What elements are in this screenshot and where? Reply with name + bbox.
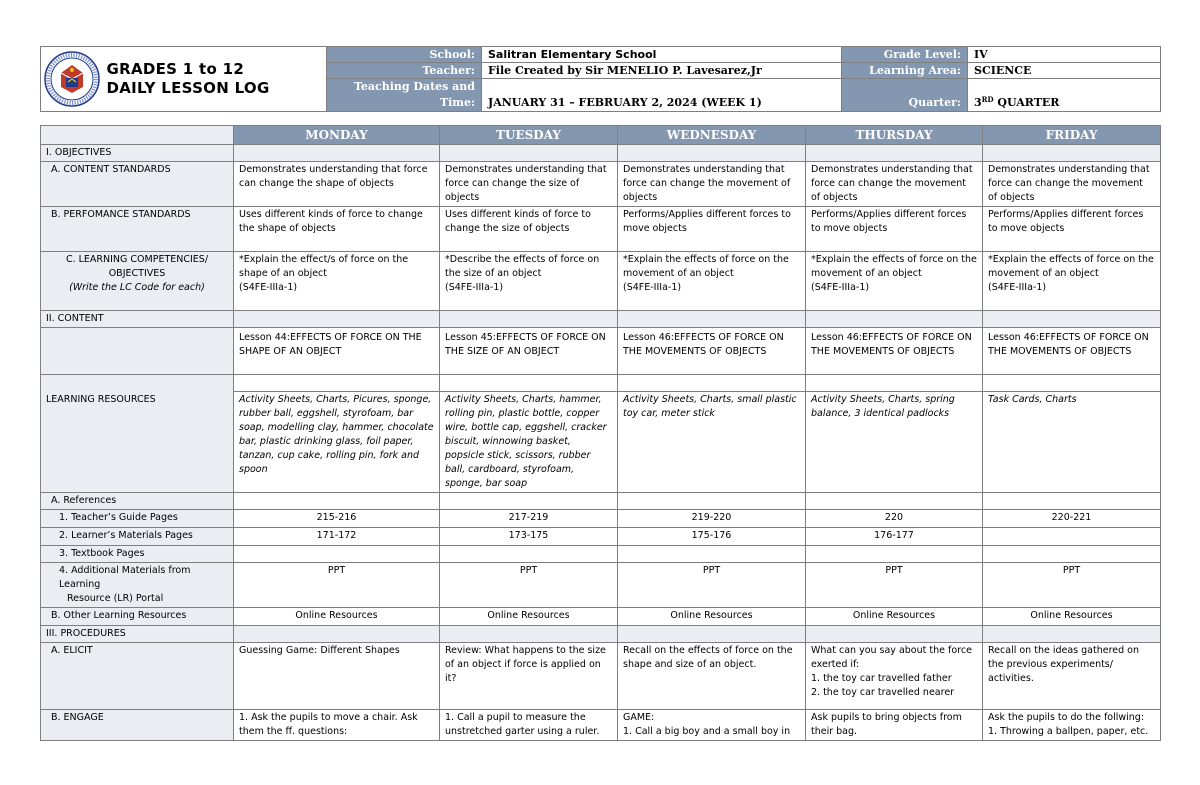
competency-text: *Explain the effects of force on the movement of an object [988,254,1154,279]
additional-monday: PPT [234,563,440,608]
competency-code: (S4FE-IIIa-1) [811,282,870,293]
day-header-friday: FRIDAY [983,126,1161,145]
procedures-heading: III. PROCEDURES [41,626,234,643]
competency-code: (S4FE-IIIa-1) [445,282,504,293]
log-title [103,47,327,112]
elicit-label: A. ELICIT [41,643,234,710]
content-standards-label: A. CONTENT STANDARDS [41,162,234,207]
performance-standards-friday: Performs/Applies different forces to move objects [983,207,1161,252]
lesson-label-blank [41,328,234,375]
lm-pages-tuesday: 173-175 [440,528,618,546]
objectives-heading: I. OBJECTIVES [41,145,234,162]
competency-monday [234,252,440,311]
quarter-text: QUARTER [993,96,1060,109]
content-standards-thursday: Demonstrates understanding that force can change the movement of objects [806,162,983,207]
performance-standards-label: B. PERFOMANCE STANDARDS [41,207,234,252]
engage-wednesday: GAME: 1. Call a big boy and a small boy in [618,710,806,741]
title-grades: GRADES 1 to 12 [106,60,245,78]
lm-pages-friday [983,528,1161,546]
lm-pages-wednesday: 175-176 [618,528,806,546]
header-table [40,46,1161,112]
quarter-suffix: RD [981,95,994,104]
teacher-label: Teacher: [327,63,482,79]
other-resources-monday: Online Resources [234,608,440,626]
competency-code: (S4FE-IIIa-1) [988,282,1047,293]
performance-standards-wednesday: Performs/Applies different forces to move objects [618,207,806,252]
additional-materials-label [41,563,234,608]
elicit-wednesday: Recall on the effects of force on the shape and size of an object. [618,643,806,710]
performance-standards-thursday: Performs/Applies different forces to move objects [806,207,983,252]
elicit-monday: Guessing Game: Different Shapes [234,643,440,710]
lesson-friday: Lesson 46:EFFECTS OF FORCE ON THE MOVEMENTS OF OBJECTS [983,328,1161,375]
competency-tuesday [440,252,618,311]
day-header-monday: MONDAY [234,126,440,145]
tg-pages-label: 1. Teacher’s Guide Pages [41,510,234,528]
quarter-label: Quarter: [842,79,968,112]
lm-pages-thursday: 176-177 [806,528,983,546]
resources-tuesday: Activity Sheets, Charts, hammer, rolling pin, plastic bottle, copper wire, bottle cap, eggshell, cracker biscuit, winnowing basket, popsicle stick, scissors, rubber ball, cardboard, styrofoam, sponge, bar soap [440,392,618,493]
day-header-tuesday: TUESDAY [440,126,618,145]
tg-pages-friday: 220-221 [983,510,1161,528]
additional-tuesday: PPT [440,563,618,608]
lesson-tuesday: Lesson 45:EFFECTS OF FORCE ON THE SIZE OF AN OBJECT [440,328,618,375]
elicit-thursday: What can you say about the force exerted if: 1. the toy car travelled father 2. the toy car travelled nearer [806,643,983,710]
resources-wednesday: Activity Sheets, Charts, small plastic toy car, meter stick [618,392,806,493]
performance-standards-monday: Uses different kinds of force to change the shape of objects [234,207,440,252]
competency-text: *Explain the effects of force on the movement of an object [623,254,789,279]
deped-seal [41,47,103,112]
content-standards-tuesday: Demonstrates understanding that force can change the size of objects [440,162,618,207]
learning-resources-label: LEARNING RESOURCES [41,375,234,493]
elicit-tuesday: Review: What happens to the size of an object if force is applied on it? [440,643,618,710]
competency-code: (S4FE-IIIa-1) [623,282,682,293]
dates-value: JANUARY 31 – FEBRUARY 2, 2024 (WEEK 1) [482,79,842,112]
competency-code: (S4FE-IIIa-1) [239,282,298,293]
dates-label: Teaching Dates and Time: [327,79,482,112]
competency-wednesday [618,252,806,311]
area-value: SCIENCE [968,63,1161,79]
lm-pages-label: 2. Learner’s Materials Pages [41,528,234,546]
school-label: School: [327,47,482,63]
tg-pages-wednesday: 219-220 [618,510,806,528]
competency-friday [983,252,1161,311]
corner-cell [41,126,234,145]
lm-pages-monday: 171-172 [234,528,440,546]
other-resources-wednesday: Online Resources [618,608,806,626]
resources-friday: Task Cards, Charts [983,392,1161,493]
content-standards-monday: Demonstrates understanding that force can change the shape of objects [234,162,440,207]
content-heading: II. CONTENT [41,311,234,328]
tg-pages-thursday: 220 [806,510,983,528]
other-resources-label: B. Other Learning Resources [41,608,234,626]
lesson-monday: Lesson 44:EFFECTS OF FORCE ON THE SHAPE OF AN OBJECT [234,328,440,375]
quarter-number: 3 [974,96,982,109]
additional-friday: PPT [983,563,1161,608]
school-value: Salitran Elementary School [482,47,842,63]
references-label: A. References [41,493,234,510]
additional-wednesday: PPT [618,563,806,608]
competency-text: *Describe the effects of force on the size of an object [445,254,600,279]
grade-label: Grade Level: [842,47,968,63]
tg-pages-tuesday: 217-219 [440,510,618,528]
engage-friday: Ask the pupils to do the follwing: 1. Throwing a ballpen, paper, etc. [983,710,1161,741]
teacher-value: File Created by Sir MENELIO P. Lavesarez,Jr [482,63,842,79]
performance-standards-tuesday: Uses different kinds of force to change the size of objects [440,207,618,252]
lesson-thursday: Lesson 46:EFFECTS OF FORCE ON THE MOVEMENTS OF OBJECTS [806,328,983,375]
content-standards-friday: Demonstrates understanding that force can change the movement of objects [983,162,1161,207]
other-resources-thursday: Online Resources [806,608,983,626]
content-standards-wednesday: Demonstrates understanding that force can change the movement of objects [618,162,806,207]
resources-monday: Activity Sheets, Charts, Picures, sponge, rubber ball, eggshell, styrofoam, bar soap, modelling clay, hammer, chocolate bar, plastic drinking glass, foil paper, tanzan, cup cake, rolling pin, fork and spoon [234,392,440,493]
quarter-value [968,79,1161,112]
day-header-thursday: THURSDAY [806,126,983,145]
competencies-label-line2: OBJECTIVES [108,268,166,279]
engage-tuesday: 1. Call a pupil to measure the unstretched garter using a ruler. [440,710,618,741]
additional-materials-line1: 4. Additional Materials from Learning [59,565,191,590]
lesson-wednesday: Lesson 46:EFFECTS OF FORCE ON THE MOVEMENTS OF OBJECTS [618,328,806,375]
competencies-label-line1: C. LEARNING COMPETENCIES/ [65,254,209,265]
competencies-label-line3: (Write the LC Code for each) [69,282,205,293]
engage-thursday: Ask pupils to bring objects from their bag. [806,710,983,741]
other-resources-friday: Online Resources [983,608,1161,626]
deped-seal-icon [44,51,100,107]
grade-value: IV [968,47,1161,63]
lesson-table [40,125,1161,741]
day-header-wednesday: WEDNESDAY [618,126,806,145]
additional-materials-line2: Resource (LR) Portal [67,593,164,604]
tg-pages-monday: 215-216 [234,510,440,528]
engage-label: B. ENGAGE [41,710,234,741]
competency-text: *Explain the effect/s of force on the shape of an object [239,254,409,279]
resources-thursday: Activity Sheets, Charts, spring balance, 3 identical padlocks [806,392,983,493]
elicit-friday: Recall on the ideas gathered on the previous experiments/ activities. [983,643,1161,710]
engage-monday: 1. Ask the pupils to move a chair. Ask them the ff. questions: [234,710,440,741]
competency-thursday [806,252,983,311]
textbook-pages-label: 3. Textbook Pages [41,546,234,563]
additional-thursday: PPT [806,563,983,608]
title-daily-lesson-log: DAILY LESSON LOG [106,79,270,97]
competencies-label [41,252,234,311]
other-resources-tuesday: Online Resources [440,608,618,626]
competency-text: *Explain the effects of force on the movement of an object [811,254,977,279]
area-label: Learning Area: [842,63,968,79]
